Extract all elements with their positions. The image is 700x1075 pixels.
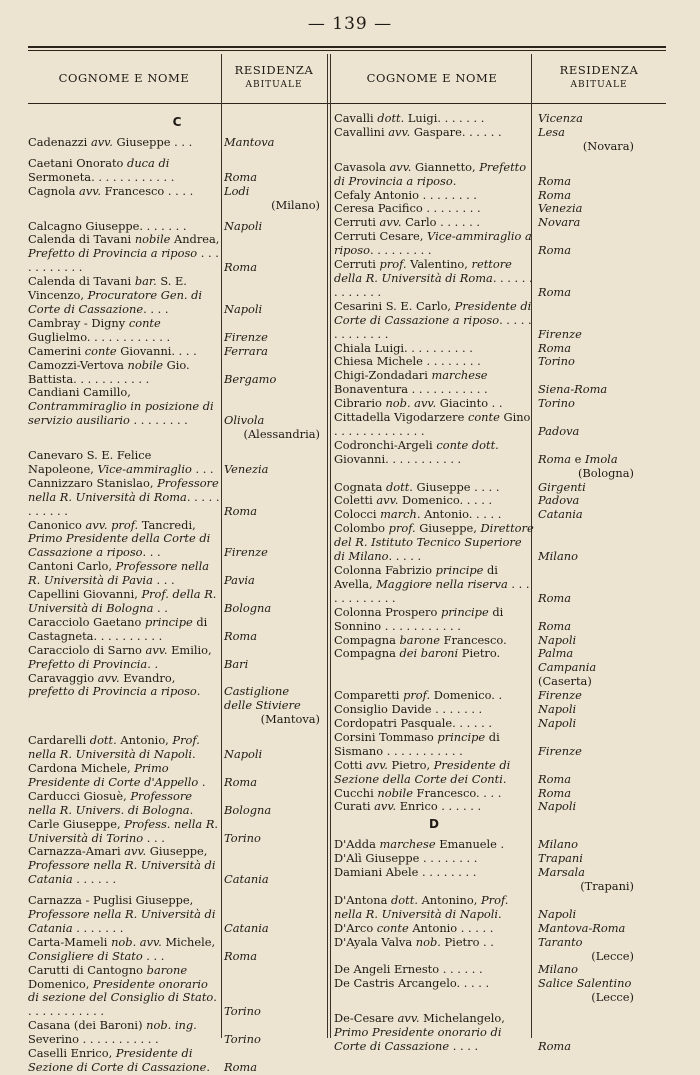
entry-residence: Bergamo [224,371,277,386]
entry-name: Compagna barone Francesco. [334,632,507,647]
directory-entry [334,258,664,300]
entry-name: Cavalli dott. Luigi. . . . . . . [334,111,485,125]
entry-name: Cadenazzi avv. Giuseppe . . . [28,135,193,149]
entry-residence: Firenze [224,545,268,560]
entry-name: Caravaggio avv. Evandro, prefetto di Provincia a riposo. [28,670,201,699]
entry-residence: Roma [224,774,258,789]
directory-entry [28,220,326,234]
directory-entry [334,355,664,369]
entry-name: Capellini Giovanni, Prof. della R. Università di Bologna . . [28,587,217,615]
entry-residence: Roma [538,785,572,800]
entry-name: Chiala Luigi. . . . . . . . . . [334,340,473,355]
directory-entry [334,717,664,731]
directory-entry [28,616,326,644]
entry-residence: Napoli [538,799,577,814]
header-res-left [222,54,326,102]
entry-residence: Ferrara [224,343,268,358]
entry-name: Chiesa Michele . . . . . . . . [334,354,481,369]
header-res-right [534,54,664,102]
entry-name: Comparetti prof. Domenico. . [334,688,503,703]
entry-residence: Padova [538,423,580,438]
directory-entry [334,230,664,258]
entry-residence: Milano [538,549,578,564]
entry-name: Carducci Giosuè, Professore nella R. Univers. di Bologna. [28,788,194,817]
entry-name: Cerruti Cesare, Vice-ammiraglio a riposo. . . . . . . . . [334,229,532,258]
entry-name: De Angeli Ernesto . . . . . . [334,962,483,977]
entry-name: Curati avv. Enrico . . . . . . [334,799,482,814]
directory-entry [334,866,664,894]
entry-residence: Taranto (Lecce) [538,934,634,963]
entry-residence: Roma [224,169,258,184]
entry-residence: Torino [538,354,575,369]
directory-entry [334,126,664,154]
directory-entry [28,672,326,728]
header-res-line2: ABITUALE [570,80,628,90]
section-letter-d: D [429,817,439,832]
section-letter-c: C [172,115,182,129]
entry-name: Chigi-Zondadari marchese Bonaventura . . . . . . . . . . . [334,368,488,397]
entry-residence: Mantova [224,135,275,149]
entry-name: Colonna Fabrizio principe di Avella, Maggiore nella riserva . . . . . . . . . . . . [334,563,530,605]
entry-name: Cucchi nobile Francesco. . . . [334,785,502,800]
entry-residence: Bologna [224,802,272,817]
header-res-line1: RESIDENZA [559,63,639,77]
entry-name: Carnazza-Amari avv. Giuseppe, Professore nella R. Università di Catania . . . . . . [28,844,216,887]
entry-name: Caetani Onorato duca di Sermoneta. . . . . . . . . . . . [28,155,175,184]
directory-entry [28,894,326,936]
entry-name: Calenda di Tavani bar. S. E. Vincenzo, Procuratore Gen. di Corte di Cassazione. . . . [28,274,203,316]
header-res-line2: ABITUALE [245,80,303,90]
entry-residence: Torino [224,830,261,845]
entry-residence: Roma [224,628,258,643]
top-rule [28,46,666,48]
directory-entry [334,963,664,977]
entry-name: Compagna dei baroni Pietro. [334,646,501,661]
entry-name: Coletti avv. Domenico. . . . . [334,493,493,508]
entry-residence: Padova [538,493,580,508]
directory-entry [334,731,664,759]
entry-residence: Torino [224,1032,261,1047]
entry-residence: Girgenti [538,479,586,494]
entry-residence: Marsala (Trapani) [538,865,634,894]
entry-name: D'Antona dott. Antonino, Prof. nella R. Università di Napoli. [334,892,509,921]
directory-entry [28,560,326,588]
entry-name: Consiglio Davide . . . . . . . [334,702,483,717]
directory-entry [334,300,664,342]
entry-residence: Catania [224,920,269,935]
entry-name: Canevaro S. E. Felice Napoleone, Vice-ammiraglio . . . [28,448,214,476]
directory-entry [334,494,664,508]
entry-residence: Pavia [224,573,255,588]
center-divider-2 [330,54,331,1038]
directory-entry [28,157,326,185]
directory-entry [334,852,664,866]
directory-entry [28,275,326,317]
entry-residence: Catania [538,507,583,522]
directory-entry [28,233,326,275]
entry-name: Caselli Enrico, Presidente di Sezione di Corte di Cassazione. [28,1046,211,1074]
directory-entry [334,189,664,203]
entry-name: Damiani Abele . . . . . . . . [334,865,477,880]
entry-name: Cerruti prof. Valentino, rettore della R. Università di Roma. . . . . . . . . . . . . [334,257,533,299]
directory-entry [28,936,326,964]
center-divider [327,54,328,1038]
directory-entry [334,161,664,189]
entry-residence: Bologna [224,601,272,615]
entry-name: Cesarini S. E. Carlo, Presidente di Corte di Cassazione a riposo. . . . . . . . . . . . . [334,298,532,341]
entry-residence: Roma [538,590,572,605]
entry-residence: Napoli [538,906,577,921]
directory-entry [334,481,664,495]
entry-name: D'Arco conte Antonio . . . . . [334,920,494,935]
entry-residence: Roma [538,243,572,258]
entry-residence: Firenze [538,743,582,758]
directory-entry [334,564,664,606]
entry-name: Carta-Mameli nob. avv. Michele, Consigliere di Stato . . . [28,934,216,963]
directory-entry [334,397,664,411]
directory-entry [28,588,326,616]
entry-residence: Roma [224,1060,258,1074]
entry-name: Cittadella Vigodarzere conte Gino . . . . . . . . . . . . . [334,410,531,438]
entry-name: Colocci march. Antonio. . . . . [334,507,502,522]
directory-entry [28,359,326,387]
header-name-left: COGNOME E NOME [58,71,190,85]
directory-entry [28,644,326,672]
entry-residence: Milano [538,962,578,977]
entry-name: Camozzi-Vertova nobile Gio. Battista. . . . . . . . . . . [28,357,190,386]
directory-entry [334,522,664,564]
entry-name: Ceresa Pacifico . . . . . . . . [334,201,481,216]
entry-residence: Napoli [538,715,577,730]
entry-name: Caracciolo Gaetano principe di Castagneta. . . . . . . . . . [28,614,208,643]
entry-name: Carle Giuseppe, Profess. nella R. Università di Torino . . . [28,816,219,845]
entry-name: Cardarelli dott. Antonio, Prof. nella R. Università di Napoli. [28,733,200,762]
entry-residence: Lodi (Milano) [224,183,320,212]
directory-entry [334,787,664,801]
directory-entry [334,411,664,439]
entry-name: Caracciolo di Sarno avv. Emilio, Prefetto di Provincia. . [28,642,212,671]
entry-name: Calcagno Giuseppe. . . . . . . [28,218,187,233]
directory-entry [334,759,664,787]
entry-residence: Torino [224,1004,261,1019]
right-column [334,112,664,1054]
entry-name: Codronchi-Argeli conte dott. Giovanni. . . . . . . . . . . [334,437,499,466]
directory-entry [334,703,664,717]
entry-name: Calenda di Tavani nobile Andrea, Prefetto di Provincia a riposo . . . . . . . . . . . [28,232,220,275]
entry-name: Colombo prof. Giuseppe, Direttore del R. Istituto Tecnico Superiore di Milano. . . . . [334,521,534,564]
directory-entry [334,800,664,814]
directory-entry [334,342,664,356]
directory-entry [28,317,326,345]
entry-name: Carnazza - Puglisi Giuseppe, Professore nella R. Università di Catania . . . . . . . [28,893,216,935]
directory-entry [334,936,664,964]
entry-residence: Milano [538,837,578,852]
entry-residence: Firenze [538,326,582,341]
entry-name: Cavallini avv. Gaspare. . . . . . [334,124,502,139]
entry-residence: Lesa (Novara) [538,124,634,153]
entry-residence: Vicenza [538,111,583,125]
directory-entry [334,216,664,230]
directory-entry [334,369,664,397]
entry-residence: Roma [538,618,572,633]
entry-residence: Venezia [224,461,269,476]
left-column [28,112,326,1075]
entry-residence: Castiglione delle Stiviere (Mantova) [224,684,320,727]
entry-residence: Roma e Imola (Bologna) [538,451,634,480]
directory-entry [28,762,326,790]
entry-name: Candiani Camillo, Contrammiraglio in posizione di servizio ausiliario . . . . . . . . [28,385,214,428]
directory-entry [334,606,664,634]
directory-entry [28,964,326,1020]
entry-residence: Salice Salentino (Lecce) [538,976,634,1005]
directory-entry [28,734,326,762]
directory-entry [334,894,664,922]
directory-entry [28,818,326,846]
directory-entry [28,790,326,818]
entry-residence: Napoli [224,218,263,233]
entry-name: Cannizzaro Stanislao, Professore nella R. Università di Roma. . . . . . . . . . . [28,475,220,518]
entry-residence: Roma [538,284,572,299]
header-name-right: COGNOME E NOME [366,71,498,85]
entry-residence: Novara [538,215,581,230]
entry-name: D'Adda marchese Emanuele . [334,837,505,852]
directory-entry [334,689,664,703]
entry-name: Cefaly Antonio . . . . . . . . [334,187,477,202]
entry-residence: Catania [224,872,269,887]
entry-residence: Roma [224,260,258,275]
entry-residence: Roma [224,948,258,963]
entry-residence: Roma [538,1039,572,1053]
entry-residence: Napoli [224,747,263,762]
entry-name: Casana (dei Baroni) nob. ing. Severino . . . . . . . . . . . [28,1018,197,1047]
entry-name: Cerruti avv. Carlo . . . . . . [334,215,480,230]
entry-residence: Firenze [538,688,582,703]
entry-residence: Firenze [224,329,268,344]
entry-name: Cibrario nob. avv. Giacinto . . [334,396,503,411]
entry-name: Cagnola avv. Francesco . . . . [28,183,194,198]
entry-name: De Castris Arcangelo. . . . . [334,976,490,991]
directory-entry [28,185,326,213]
directory-entry [334,838,664,852]
entry-name: Corsini Tommaso principe di Sismano . . . . . . . . . . . [334,729,500,758]
entry-name: Colonna Prospero principe di Sonnino . . . . . . . . . . . [334,604,504,633]
entry-name: Cantoni Carlo, Professore nella R. Università di Pavia . . . [28,559,210,588]
entry-name: D'Ayala Valva nob. Pietro . . [334,934,494,949]
entry-residence: Napoli [538,702,577,717]
entry-name: Camerini conte Giovanni. . . . [28,343,197,358]
directory-entry [28,477,326,519]
entry-residence: Roma [538,771,572,786]
directory-entry [28,519,326,561]
directory-entry [334,977,664,1005]
entry-residence: Bari [224,656,249,671]
directory-entry [334,634,664,648]
directory-entry [28,345,326,359]
entry-residence: Mantova-Roma [538,920,626,935]
entry-name: Canonico avv. prof. Tancredi, Primo Presidente della Corte di Cassazione a riposo. . . [28,517,211,560]
page-number: — 139 — [307,14,393,34]
entry-residence: Roma [538,187,572,202]
directory-entry [334,202,664,216]
entry-residence: Roma [538,173,572,188]
directory-entry [28,845,326,887]
entry-residence: Venezia [538,201,583,216]
entry-residence: Roma [538,340,572,355]
directory-entry [334,112,664,126]
entry-name: Carutti di Cantogno barone Domenico, Presidente onorario di sezione del Consiglio di Stato. . . . . . . . . . . . [28,962,217,1019]
directory-entry [334,1012,664,1054]
entry-name: Cambray - Digny conte Guglielmo. . . . . . . . . . . . [28,315,171,344]
entry-name: Cardona Michele, Primo Presidente di Corte d'Appello . [28,760,206,789]
entry-residence: Roma [224,503,258,518]
entry-residence: Olivola (Alessandria) [224,413,320,442]
entry-residence: Trapani [538,851,583,866]
entry-name: Cotti avv. Pietro, Presidente di Sezione della Corte dei Conti. [334,757,511,786]
entry-residence: Palma Campania (Caserta) [538,646,597,689]
directory-entry [28,386,326,442]
directory-entry [334,647,664,689]
directory-entry [28,1047,326,1075]
directory-entry [28,136,326,150]
directory-entry [334,508,664,522]
directory-entry [334,922,664,936]
directory-entry [334,439,664,481]
header-res-line1: RESIDENZA [234,63,314,77]
entry-name: De-Cesare avv. Michelangelo, Primo Presidente onorario di Corte di Cassazione . . . . [334,1011,505,1053]
directory-entry [28,1019,326,1047]
top-rule-thin [28,50,666,51]
entry-name: D'Alì Giuseppe . . . . . . . . [334,851,478,866]
entry-residence: Napoli [224,301,263,316]
entry-residence: Torino [538,396,575,411]
entry-name: Cordopatri Pasquale. . . . . . [334,715,492,730]
entry-name: Cognata dott. Giuseppe . . . . [334,479,500,494]
entry-residence: Napoli [538,632,577,647]
header-rule [28,103,666,104]
directory-entry [28,449,326,477]
entry-residence: Siena-Roma [538,382,608,397]
entry-name: Cavasola avv. Giannetto, Prefetto di Provincia a riposo. [334,159,527,188]
